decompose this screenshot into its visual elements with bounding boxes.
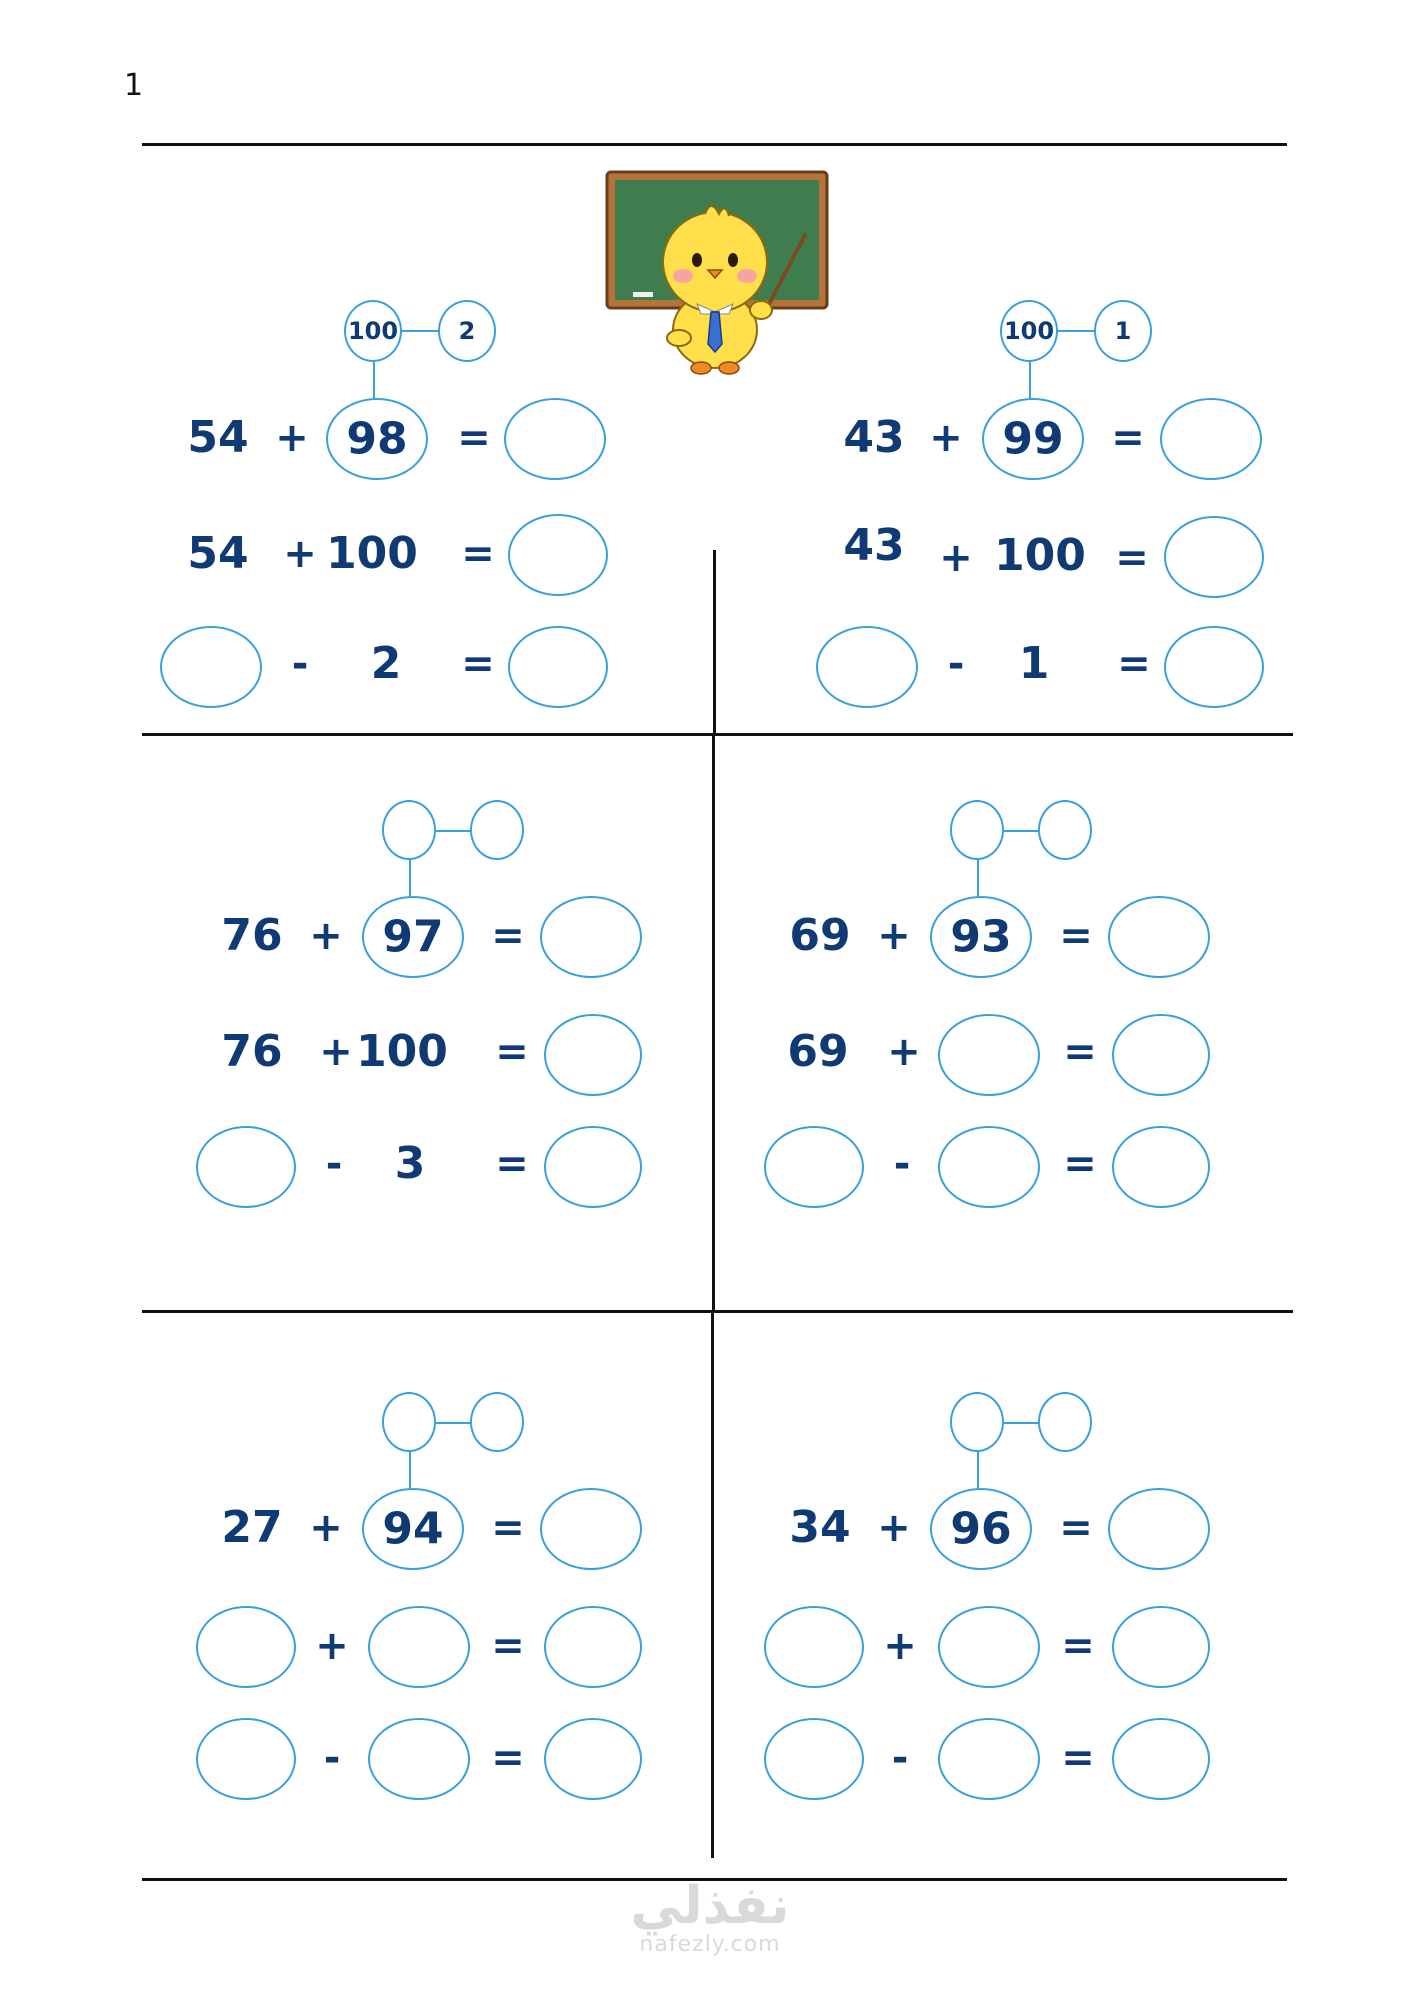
plus-sign: + (315, 1623, 349, 1669)
addend-b: 98 (346, 413, 408, 465)
plus-sign: + (283, 531, 317, 577)
addend-a: 27 (221, 1502, 283, 1553)
answer-box[interactable] (938, 1126, 1040, 1208)
row2-hundred: 100 (356, 1026, 448, 1077)
answer-box[interactable] (544, 1718, 642, 1800)
answer-box[interactable] (504, 398, 606, 480)
row2-addend-a: 43 (843, 520, 905, 571)
hundred-circle[interactable] (382, 1392, 436, 1452)
minus-sign: - (323, 1735, 341, 1781)
answer-box[interactable] (1112, 1606, 1210, 1688)
split-connector (436, 1422, 472, 1424)
hundred-circle (344, 300, 402, 362)
addend-b: 96 (950, 1503, 1012, 1555)
answer-box[interactable] (368, 1606, 470, 1688)
answer-box[interactable] (1164, 626, 1264, 708)
answer-box[interactable] (1164, 516, 1264, 598)
minus-sign: - (325, 1141, 343, 1187)
answer-box[interactable] (1108, 896, 1210, 978)
answer-box[interactable] (508, 514, 608, 596)
split-connector (436, 830, 472, 832)
equals-sign: = (1059, 913, 1093, 959)
answer-box[interactable] (544, 1606, 642, 1688)
row2-divider (142, 1310, 1293, 1313)
top-rule (142, 143, 1287, 146)
addend-b-oval (362, 1488, 464, 1570)
hundred-circle[interactable] (950, 800, 1004, 860)
column-divider-middle (712, 733, 715, 1311)
plus-sign: + (883, 1623, 917, 1669)
equals-sign: = (491, 1735, 525, 1781)
difference-circle[interactable] (470, 1392, 524, 1452)
chick-teacher-illustration (605, 170, 831, 380)
difference-circle (438, 300, 496, 362)
hundred-value: 100 (1003, 317, 1055, 345)
hundred-circle (1000, 300, 1058, 362)
answer-box[interactable] (508, 626, 608, 708)
split-connector (1004, 830, 1040, 832)
hundred-circle[interactable] (950, 1392, 1004, 1452)
split-stem (373, 362, 375, 400)
split-stem (1029, 362, 1031, 400)
split-stem (977, 1452, 979, 1492)
answer-box[interactable] (540, 1488, 642, 1570)
hundred-value: 100 (347, 317, 399, 345)
answer-box[interactable] (1112, 1014, 1210, 1096)
answer-box[interactable] (544, 1126, 642, 1208)
minus-sign: - (947, 641, 965, 687)
answer-box[interactable] (764, 1606, 864, 1688)
addend-a: 69 (789, 910, 851, 961)
difference-value: 1 (1114, 317, 1132, 345)
equals-sign: = (457, 415, 491, 461)
column-divider-bottom (711, 1310, 714, 1858)
nafezly-logo (620, 1876, 800, 1957)
answer-box[interactable] (196, 1718, 296, 1800)
equals-sign: = (491, 1623, 525, 1669)
equals-sign: = (495, 1029, 529, 1075)
answer-box[interactable] (196, 1126, 296, 1208)
answer-box[interactable] (196, 1606, 296, 1688)
equals-sign: = (1061, 1623, 1095, 1669)
equals-sign: = (495, 1141, 529, 1187)
split-stem (409, 1452, 411, 1492)
equals-sign: = (1063, 1141, 1097, 1187)
answer-box[interactable] (1112, 1126, 1210, 1208)
subtract-value: 3 (394, 1138, 426, 1189)
addend-a: 43 (843, 412, 905, 463)
subtract-value: 2 (370, 638, 402, 689)
difference-value: 2 (458, 317, 476, 345)
answer-box[interactable] (764, 1126, 864, 1208)
row2-hundred: 100 (326, 528, 418, 579)
plus-sign: + (309, 1505, 343, 1551)
row2-addend-a: 69 (787, 1026, 849, 1077)
split-connector (402, 330, 440, 332)
equals-sign: = (461, 531, 495, 577)
plus-sign: + (929, 415, 963, 461)
answer-box[interactable] (1112, 1718, 1210, 1800)
row2-addend-a: 54 (187, 528, 249, 579)
plus-sign: + (309, 913, 343, 959)
equals-sign: = (461, 641, 495, 687)
addend-b-oval (982, 398, 1084, 480)
addend-b: 97 (382, 911, 444, 963)
logo-latin-text: nafezly.com (639, 1932, 781, 1957)
plus-sign: + (887, 1029, 921, 1075)
difference-circle[interactable] (470, 800, 524, 860)
equals-sign: = (491, 1505, 525, 1551)
equals-sign: = (1063, 1029, 1097, 1075)
answer-box[interactable] (938, 1606, 1040, 1688)
answer-box[interactable] (1160, 398, 1262, 480)
equals-sign: = (1115, 535, 1149, 581)
logo-arabic-text: نفذلي (630, 1876, 790, 1936)
equals-sign: = (491, 913, 525, 959)
plus-sign: + (275, 415, 309, 461)
answer-box[interactable] (816, 626, 918, 708)
row2-addend-a: 76 (221, 1026, 283, 1077)
column-divider-top (713, 550, 716, 734)
minus-sign: - (891, 1735, 909, 1781)
split-connector (1004, 1422, 1040, 1424)
plus-sign: + (877, 1505, 911, 1551)
row1-divider (142, 733, 1293, 736)
plus-sign: + (319, 1029, 353, 1075)
equals-sign: = (1111, 415, 1145, 461)
difference-circle[interactable] (1038, 1392, 1092, 1452)
answer-box[interactable] (160, 626, 262, 708)
answer-box[interactable] (544, 1014, 642, 1096)
addend-b-oval (362, 896, 464, 978)
equals-sign: = (1117, 641, 1151, 687)
plus-sign: + (877, 913, 911, 959)
page-number: 1 (124, 68, 144, 103)
answer-box[interactable] (1108, 1488, 1210, 1570)
addend-b: 93 (950, 911, 1012, 963)
addend-a: 76 (221, 910, 283, 961)
plus-sign: + (939, 535, 973, 581)
row2-hundred: 100 (994, 530, 1086, 581)
addend-b-oval (930, 896, 1032, 978)
equals-sign: = (1059, 1505, 1093, 1551)
answer-box[interactable] (368, 1718, 470, 1800)
addend-a: 54 (187, 412, 249, 463)
split-connector (1058, 330, 1096, 332)
addend-b: 99 (1002, 413, 1064, 465)
split-stem (977, 860, 979, 898)
equals-sign: = (1061, 1735, 1095, 1781)
answer-box[interactable] (938, 1718, 1040, 1800)
difference-circle (1094, 300, 1152, 362)
answer-box[interactable] (764, 1718, 864, 1800)
hundred-circle[interactable] (382, 800, 436, 860)
addend-b-oval (930, 1488, 1032, 1570)
addend-b: 94 (382, 1503, 444, 1555)
answer-box[interactable] (540, 896, 642, 978)
minus-sign: - (291, 641, 309, 687)
split-stem (409, 860, 411, 898)
difference-circle[interactable] (1038, 800, 1092, 860)
addend-b-oval (326, 398, 428, 480)
minus-sign: - (893, 1141, 911, 1187)
subtract-value: 1 (1018, 638, 1050, 689)
answer-box[interactable] (938, 1014, 1040, 1096)
addend-a: 34 (789, 1502, 851, 1553)
